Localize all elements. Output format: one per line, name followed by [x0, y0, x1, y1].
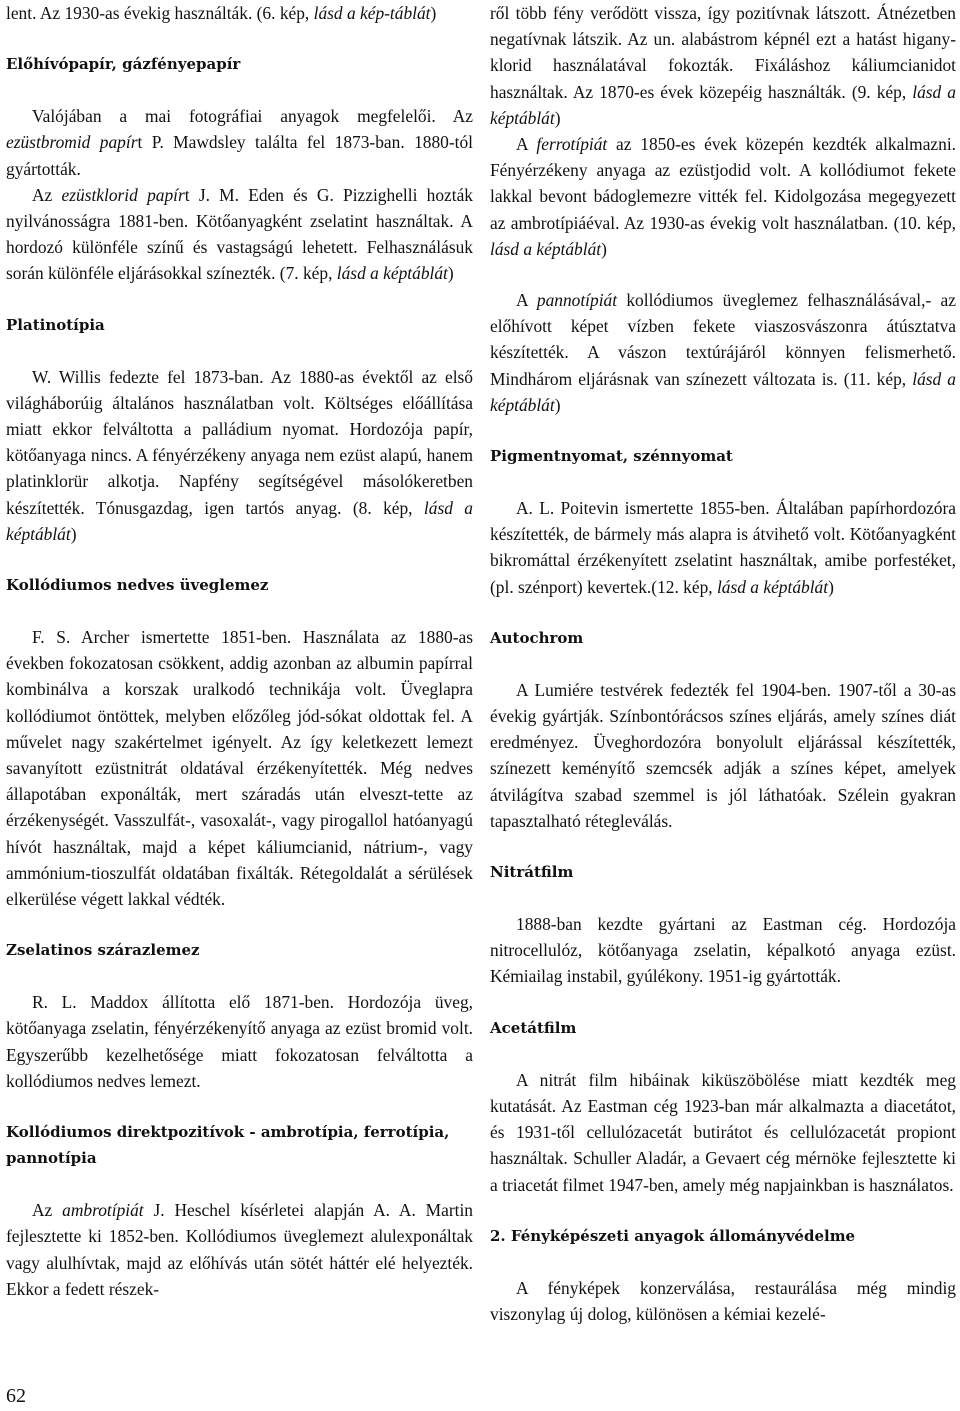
paragraph: A nitrát film hibáinak kiküszöbölése miatt kezdték meg kutatását. Az Eastman cég 1923-ban már alkalmazta a diacetátot, és 1931-től cellulózacetát butirátot és cellulózacetát propiont használtak. Schuller Aladár, a Gevaert cég mérnöke fejlesztette ki a triacetát filmet 1947-ben, amely még napjainkban is használatos.	[490, 1069, 956, 1195]
section-heading: Kollódiumos direktpozitívok - ambrotípia, ferrotípia, pannotípia	[6, 1123, 450, 1168]
paragraph: A fényképek konzerválása, restaurálása még mindig viszonylag új dolog, különösen a kémiai kezelé-	[490, 1277, 956, 1324]
section-heading: Pigmentnyomat, szénnyomat	[490, 447, 733, 466]
left-column	[6, 0, 473, 1302]
section-heading: Zselatinos szárazlemez	[6, 941, 200, 960]
paragraph: W. Willis fedezte fel 1873-ban. Az 1880-as évektől az első világháborúig általános használatban volt. Költséges előállítása miatt ekkor felváltotta a palládium nyomat. Hordozója papír, kötőanyaga nincs. A fényérzékeny anyaga nem ezüst alapú, hanem platinklorür alkotja. Napfény segítségével másolókeretben készítették. Tónusgazdag, igen tartós anyag. (8. kép, lásd a képtáblát)	[6, 366, 473, 544]
section-heading: Nitrátfilm	[490, 863, 574, 882]
paragraph: F. S. Archer ismertette 1851-ben. Használata az 1880-as években fokozatosan csökkent, addig azonban az albumin papírral kombinálva a korszak uralkodó technikája volt. Üveglapra kollódiumot öntöttek, melyben előzőleg jód-sókat oldottak fel. A művelet nagy szakértelmet igényelt. Az így keletkezett lemezt savanyított ezüstnitrát oldatával érzékenyítették. Még nedves állapotában exponálták, mert száradás után elveszt-tette az érzékenységét. Vasszulfát-, vasoxalát-, vagy pirogallol hatóanyagú hívót használtak, majd a képet káliumcianid, nátrium-, vagy ammónium-tioszulfát oldatában fixálták. Rétegoldalát a sérülések elkerülése végett lakkal védték.	[6, 627, 473, 910]
paragraph: A. L. Poitevin ismertette 1855-ben. Általában papírhordozóra készítették, de bármely más alapra is átvihető volt. Kötőanyagként bikromáttal érzékenyített zselatint használtak, amibe porfestéket, (pl. szénport) kevertek.(12. kép, lásd a képtáblát)	[490, 498, 956, 597]
paragraph: A pannotípiát kollódiumos üveglemez felhasználásával,- az előhívott képet vízben fekete viaszosvászonra átúsztatva készítették. A vászon textúrájáról könnyen felismerhető. Mindhárom eljárásnak van színezett változata is. (11. kép, lásd a képtáblát)	[490, 290, 956, 415]
paragraph: R. L. Maddox állította elő 1871-ben. Hordozója üveg, kötőanyaga zselatin, fényérzékenyítő anyaga az ezüst bromid volt. Egyszerűbb kezelhetősége miatt fokozatosan felváltotta a kollódiumos nedves lemezt.	[6, 992, 473, 1091]
paragraph: ről több fény verődött vissza, így pozitívnak látszott. Átnézetben negatívnak látszik. Az un. alabástrom képnél ezt a hatást higany-klorid használatával fokozták. Fixáláshoz káliumcianidot használtak. Az 1870-es évek közepéig használták. (9. kép, lásd a képtáblát)	[490, 3, 956, 128]
paragraph: 1888-ban kezdte gyártani az Eastman cég. Hordozója nitrocellulóz, kötőanyaga zselatin, képalkotó anyaga ezüst. Kémiailag instabil, gyúlékony. 1951-ig gyártották.	[490, 914, 956, 987]
section-heading: 2. Fényképészeti anyagok állományvédelme	[490, 1226, 856, 1245]
paragraph: Az ambrotípiát J. Heschel kísérletei alapján A. A. Martin fejlesztette ki 1852-ben. Kollódiumos üveglemezt alulexponáltak vagy alulhívtak, majd az előhívás után sötét háttér elé helyezték. Ekkor a fedett részek-	[6, 1200, 473, 1299]
paragraph: Valójában a mai fotográfiai anyagok megfelelői. Az ezüstbromid papírt P. Mawdsley találta fel 1873-ban. 1880-tól gyártották.	[6, 106, 473, 179]
section-heading: Kollódiumos nedves üveglemez	[6, 576, 269, 595]
paragraph: lent. Az 1930-as évekig használták. (6. kép, lásd a kép-táblát)	[6, 3, 437, 23]
paragraph: Az ezüstklorid papírt J. M. Eden és G. Pizzighelli hozták nyilvánosságra 1881-ben. Kötőanyagként zselatint használtak. A hordozó különféle színű és vastagságú lehetett. Felhasználásuk során különféle eljárásokkal színezték. (7. kép, lásd a képtáblát)	[6, 184, 473, 284]
section-heading: Előhívópapír, gázfényepapír	[6, 55, 241, 74]
paragraph: A Lumiére testvérek fedezték fel 1904-ben. 1907-től a 30-as évekig gyártják. Színbontórácsos színes eljárás, amely színes diát eredményez. Üveghordozóra bonyolult eljárással készítették, színezett keményítő szemcsék adják a színes képet, amelyek átvilágítva szabad szemmel is jól láthatóak. Szélein gyakran tapasztalható rétegleválás.	[490, 679, 956, 831]
page-number: 62	[6, 1385, 26, 1407]
right-column	[490, 0, 956, 1327]
paragraph: A ferrotípiát az 1850-es évek közepén kezdték alkalmazni. Fényérzékeny anyaga az ezüstjodid volt. A kollódiumot fekete lakkal bevont bádoglemezre vitték fel. Kidolgozása megegyezett az ambrotípiáéval. Az 1930-as évekig volt használatban. (10. kép, lásd a képtáblát)	[490, 134, 957, 259]
section-heading: Autochrom	[490, 628, 584, 647]
section-heading: Platinotípia	[6, 315, 105, 334]
section-heading: Acetátfilm	[490, 1018, 577, 1037]
